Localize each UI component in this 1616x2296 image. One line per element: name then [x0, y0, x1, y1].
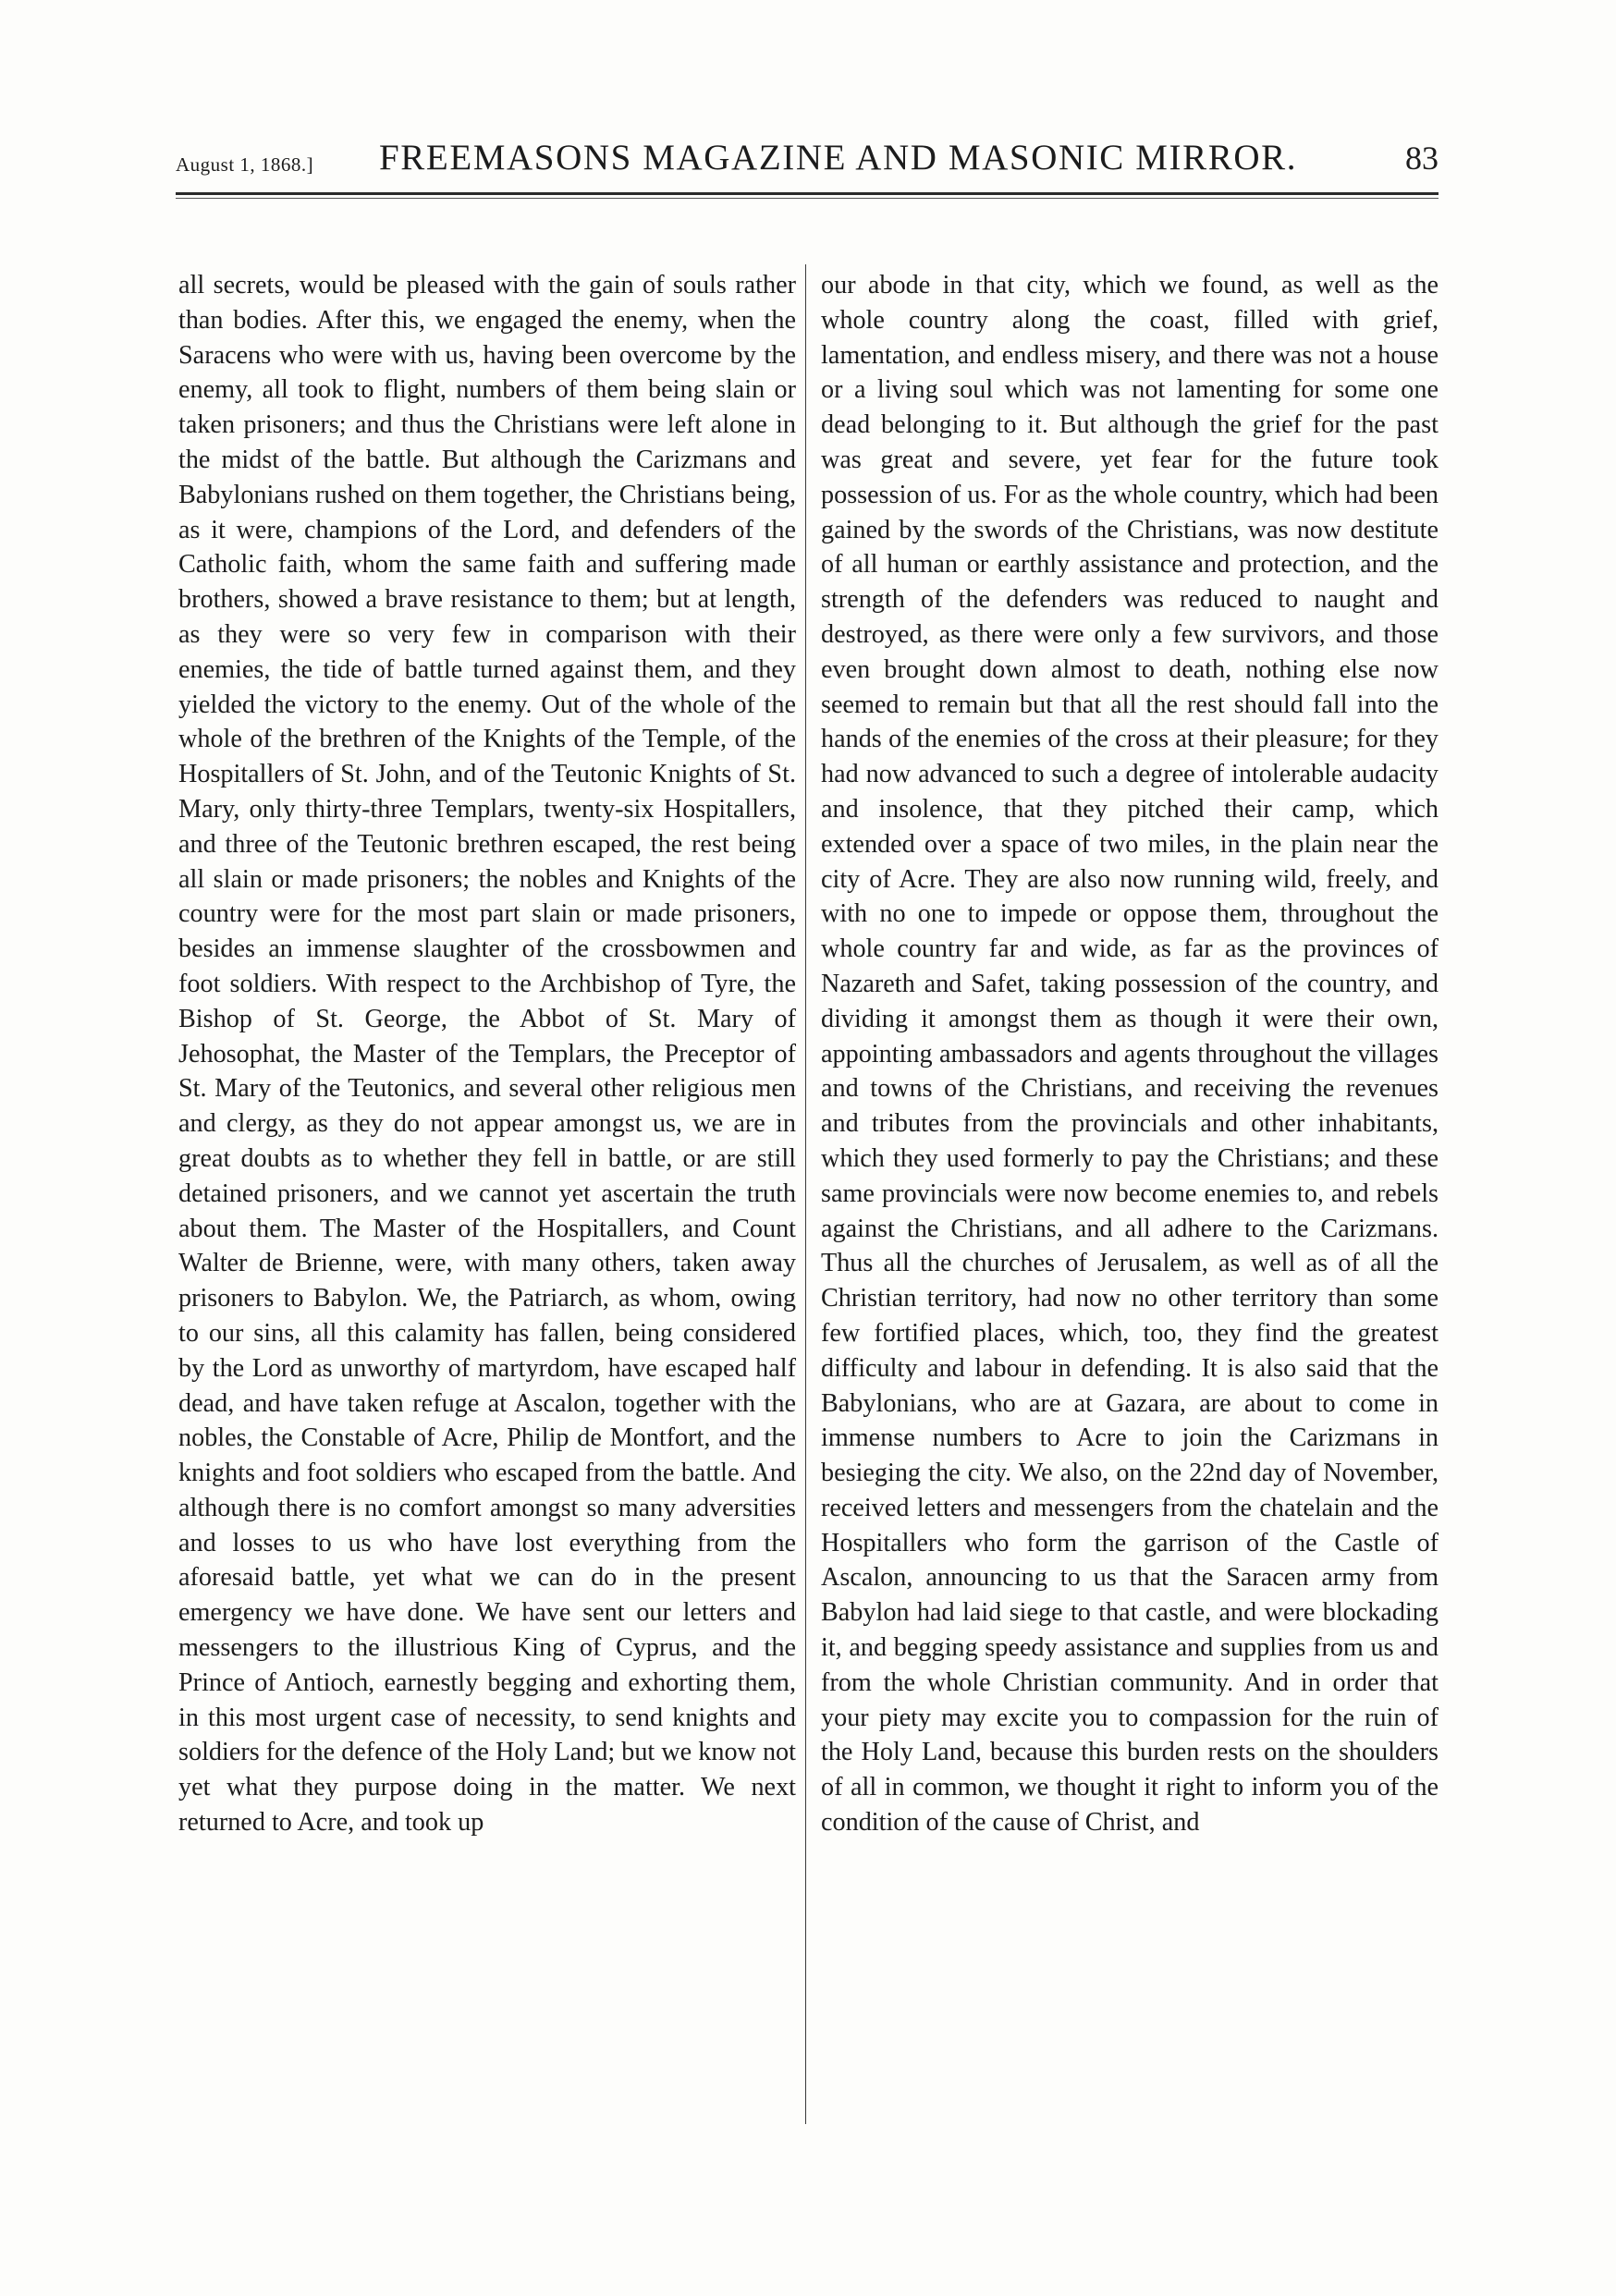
- header-rule: [176, 192, 1438, 195]
- page-number: 83: [1405, 140, 1438, 177]
- issue-date: August 1, 1868.]: [176, 153, 314, 176]
- magazine-title: FREEMASONS MAGAZINE AND MASONIC MIRROR.: [379, 138, 1298, 177]
- right-column: [821, 268, 1438, 1840]
- left-column: [178, 268, 796, 1840]
- column-divider: [805, 264, 806, 2124]
- left-column-text: all secrets, would be pleased with the gain of souls rather than bodies. After this, we engaged the enemy, when the Saracens who were with us, having been overcome by the enemy, all took to flight, numbers of them being slain or taken prisoners; and thus the Christians were left alone in the midst of the battle. But although the Carizmans and Babylonians rushed on them together, the Christians being, as it were, champions of the Lord, and defenders of the Catholic faith, whom the same faith and suffering made brothers, showed a brave resistance to them; but at length, as they were so very few in comparison with their enemies, the tide of battle turned against them, and they yielded the victory to the enemy. Out of the whole of the whole of the brethren of the Knights of the Temple, of the Hospitallers of St. John, and of the Teutonic Knights of St. Mary, only thirty-three Templars, twenty-six Hospitallers, and three of the Teutonic brethren escaped, the rest being all slain or made prisoners; the nobles and Knights of the country were for the most part slain or made prisoners, besides an immense slaughter of the crossbowmen and foot soldiers. With respect to the Archbishop of Tyre, the Bishop of St. George, the Abbot of St. Mary of Jehosophat, the Master of the Templars, the Preceptor of St. Mary of the Teutonics, and several other religious men and clergy, as they do not appear amongst us, we are in great doubts as to whether they fell in battle, or are still detained prisoners, and we cannot yet ascertain the truth about them. The Master of the Hospitallers, and Count Walter de Brienne, were, with many others, taken away prisoners to Babylon. We, the Patriarch, as whom, owing to our sins, all this calamity has fallen, being considered by the Lord as unworthy of martyrdom, have escaped half dead, and have taken refuge at Ascalon, together with the nobles, the Constable of Acre, Philip de Montfort, and the knights and foot soldiers who escaped from the battle. And although there is no comfort amongst so many adversities and losses to us who have lost everything from the aforesaid battle, yet what we can do in the present emergency we have done. We have sent our letters and messengers to the illustrious King of Cyprus, and the Prince of Antioch, earnestly begging and exhorting them, in this most urgent case of necessity, to send knights and soldiers for the defence of the Holy Land; but we know not yet what they purpose doing in the matter. We next returned to Acre, and took up: [178, 271, 796, 1838]
- right-column-text: our abode in that city, which we found, as well as the whole country along the coast, filled with grief, lamentation, and endless misery, and there was not a house or a living soul which was not lamenting for some one dead belonging to it. But although the grief for the past was great and severe, yet fear for the future took possession of us. For as the whole country, which had been gained by the swords of the Christians, was now destitute of all human or earthly assistance and protection, and the strength of the defenders was reduced to naught and destroyed, as there were only a few survivors, and those even brought down almost to death, nothing else now seemed to remain but that all the rest should fall into the hands of the enemies of the cross at their pleasure; for they had now advanced to such a degree of intolerable audacity and insolence, that they pitched their camp, which extended over a space of two miles, in the plain near the city of Acre. They are also now running wild, freely, and with no one to impede or oppose them, throughout the whole country far and wide, as far as the provinces of Nazareth and Safet, taking possession of the country, and dividing it amongst them as though it were their own, appointing ambassadors and agents throughout the villages and towns of the Christians, and receiving the revenues and tributes from the provincials and other inhabitants, which they used formerly to pay the Christians; and these same provincials were now become enemies to, and rebels against the Christians, and all adhere to the Carizmans. Thus all the churches of Jerusalem, as well as of all the Christian territory, had now no other territory than some few fortified places, which, too, they find the greatest difficulty and labour in defending. It is also said that the Babylonians, who are at Gazara, are about to come in immense numbers to Acre to join the Carizmans in besieging the city. We also, on the 22nd day of November, received letters and messengers from the chatelain and the Hospitallers who form the garrison of the Castle of Ascalon, announcing to us that the Saracen army from Babylon had laid siege to that castle, and were blockading it, and begging speedy assistance and supplies from us and from the whole Christian community. And in order that your piety may excite you to compassion for the ruin of the Holy Land, because this burden rests on the shoulders of all in common, we thought it right to inform you of the condition of the cause of Christ, and: [821, 271, 1438, 1838]
- header-rule-thin: [176, 198, 1438, 199]
- masthead: [176, 126, 1438, 181]
